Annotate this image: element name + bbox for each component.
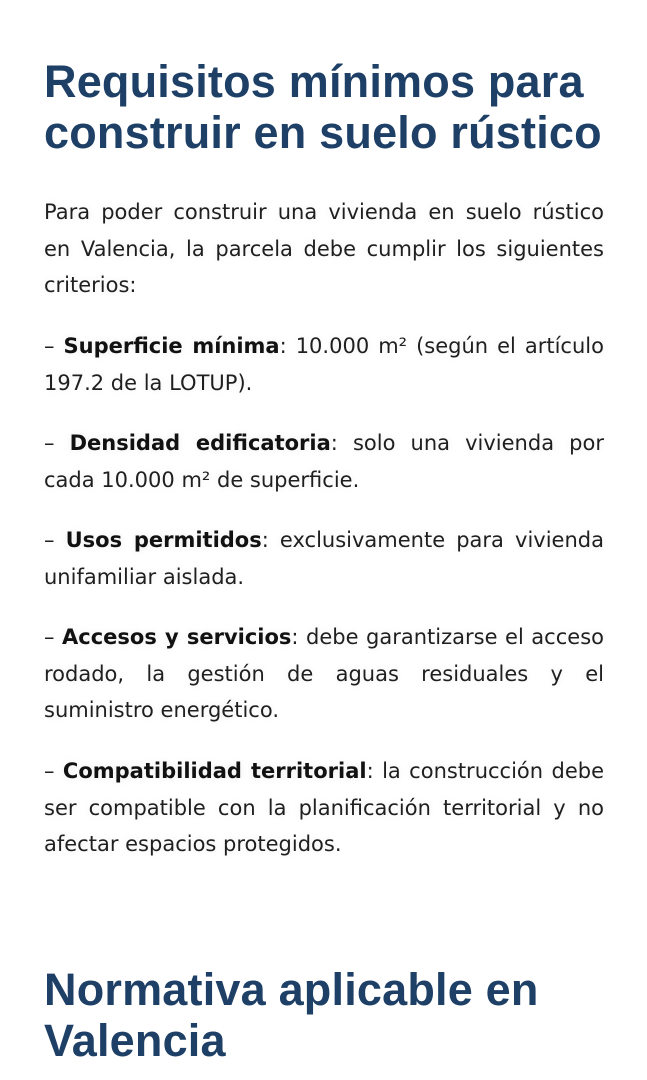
list-dash: – xyxy=(44,759,63,783)
intro-paragraph: Para poder construir una vivienda en suelo rústico en Valencia, la parcela debe cumplir los siguientes criterios: xyxy=(44,200,604,297)
list-item-superficie xyxy=(44,328,604,401)
list-item-densidad xyxy=(44,425,604,498)
list-item-usos xyxy=(44,522,604,595)
list-item-text: : debe garantizarse el acceso rodado, la gestión de aguas residuales y el suministro energético. xyxy=(44,625,604,722)
list-dash: – xyxy=(44,528,66,552)
list-item-text: : 10.000 m² (según el artículo 197.2 de la LOTUP). xyxy=(44,334,604,395)
list-item-term: Superficie mínima xyxy=(63,334,280,358)
section-heading-requisitos: Requisitos mínimos para construir en suelo rústico xyxy=(44,56,602,158)
list-item-accesos xyxy=(44,619,604,729)
list-dash: – xyxy=(44,625,63,649)
list-item-text: : exclusivamente para vivienda unifamiliar aislada. xyxy=(44,528,604,589)
list-dash: – xyxy=(44,334,64,358)
list-item-compatibilidad xyxy=(44,753,604,863)
list-item-term: Compatibilidad territorial xyxy=(62,759,367,783)
list-item-text: : solo una vivienda por cada 10.000 m² de superficie. xyxy=(44,431,604,492)
list-item-term: Accesos y servicios xyxy=(62,625,292,649)
section-heading-normativa: Normativa aplicable en Valencia xyxy=(44,964,539,1066)
list-item-text: : la construcción debe ser compatible con la planificación territorial y no afectar espacios protegidos. xyxy=(44,759,604,856)
list-dash: – xyxy=(44,431,70,455)
list-item-term: Usos permitidos xyxy=(65,528,262,552)
list-item-term: Densidad edificatoria xyxy=(69,431,331,455)
